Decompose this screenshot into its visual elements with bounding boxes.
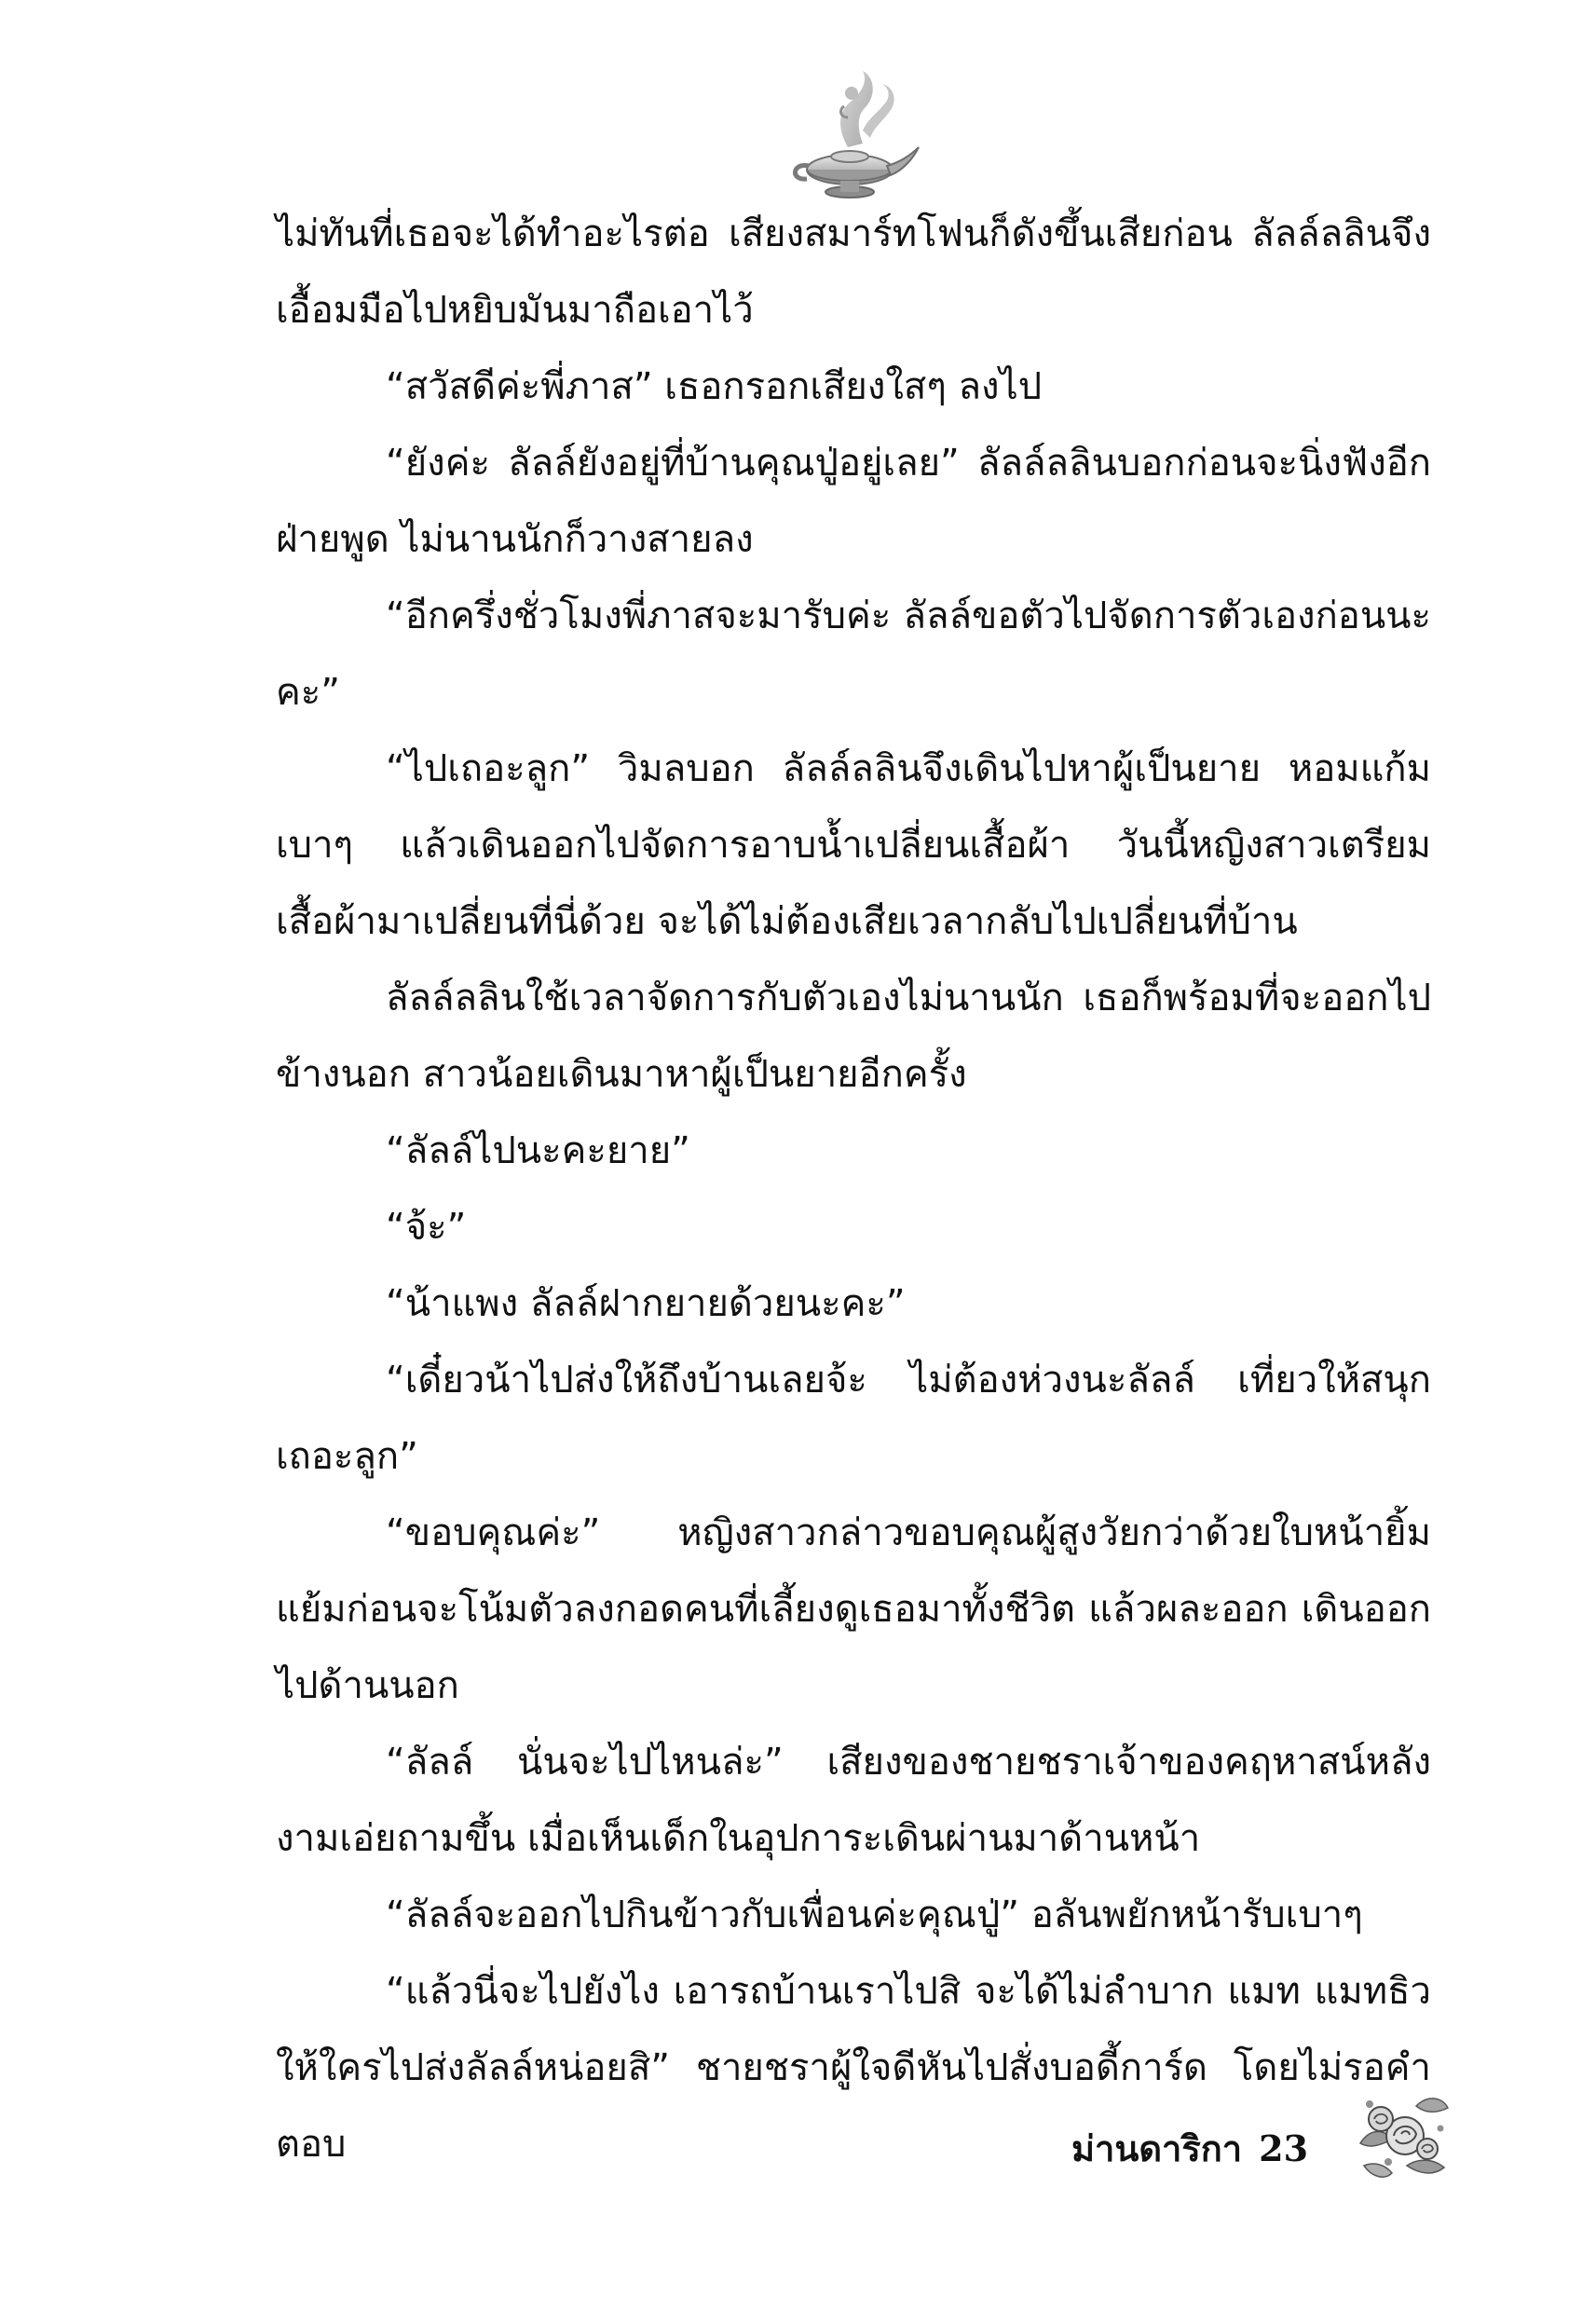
paragraph: “จ้ะ” xyxy=(386,1206,467,1249)
page-number: 23 xyxy=(1259,2126,1309,2169)
page-footer xyxy=(1071,2115,1308,2181)
genie-lamp-icon xyxy=(783,65,922,205)
paragraph: “ลัลล์จะออกไปกินข้าวกับเพื่อนค่ะคุณปู่” อลันพยักหน้ารับเบาๆ xyxy=(386,1894,1363,1936)
paragraph: “สวัสดีค่ะพี่ภาส” เธอกรอกเสียงใสๆ ลงไป xyxy=(386,365,1043,408)
paragraph: “น้าแพง ลัลล์ฝากยายด้วยนะคะ” xyxy=(386,1282,906,1325)
paragraph: “ยังค่ะ ลัลล์ยังอยู่ที่บ้านคุณปู่อยู่เลย” ลัลล์ลลินบอกก่อนจะนิ่งฟังอีกฝ่ายพูด ไม่นานนักก็วางสายลง xyxy=(276,442,1431,561)
paragraph: “ลัลล์ไปนะคะยาย” xyxy=(386,1129,690,1172)
paragraph: ไม่ทันที่เธอจะได้ทำอะไรต่อ เสียงสมาร์ทโฟนก็ดังขึ้นเสียก่อน ลัลล์ลลินจึงเอื้อมมือไปหยิบมันมาถือเอาไว้ xyxy=(276,212,1431,332)
paragraph: “เดี๋ยวน้าไปส่งให้ถึงบ้านเลยจ้ะ ไม่ต้องห่วงนะลัลล์ เที่ยวให้สนุกเถอะลูก” xyxy=(276,1359,1431,1478)
book-title: ม่านดาริกา xyxy=(1071,2126,1243,2169)
rose-bouquet-icon xyxy=(1351,2087,1453,2190)
story-text xyxy=(276,196,1431,2182)
paragraph: “ไปเถอะลูก” วิมลบอก ลัลล์ลลินจึงเดินไปหาผู้เป็นยาย หอมแก้มเบาๆ แล้วเดินออกไปจัดการอาบน้ำเปลี่ยนเสื้อผ้า วันนี้หญิงสาวเตรียมเสื้อผ้ามาเปลี่ยนที่นี่ด้วย จะได้ไม่ต้องเสียเวลากลับไปเปลี่ยนที่บ้าน xyxy=(276,747,1431,943)
paragraph: “ลัลล์ นั่นจะไปไหนล่ะ” เสียงของชายชราเจ้าของคฤหาสน์หลังงามเอ่ยถามขึ้น เมื่อเห็นเด็กในอุปการะเดินผ่านมาด้านหน้า xyxy=(276,1741,1431,1860)
paragraph: “ขอบคุณค่ะ” หญิงสาวกล่าวขอบคุณผู้สูงวัยกว่าด้วยใบหน้ายิ้มแย้มก่อนจะโน้มตัวลงกอดคนที่เลี้ยงดูเธอมาทั้งชีวิต แล้วผละออก เดินออกไปด้านนอก xyxy=(276,1511,1431,1707)
paragraph: “แล้วนี่จะไปยังไง เอารถบ้านเราไปสิ จะได้ไม่ลำบาก แมท แมทธิวให้ใครไปส่งลัลล์หน่อยสิ” ชายชราผู้ใจดีหันไปสั่งบอดี้การ์ด โดยไม่รอคำตอบ xyxy=(276,1970,1431,2166)
paragraph: ลัลล์ลลินใช้เวลาจัดการกับตัวเองไม่นานนัก เธอก็พร้อมที่จะออกไปข้างนอก สาวน้อยเดินมาหาผู้เป็นยายอีกครั้ง xyxy=(276,977,1431,1096)
paragraph: “อีกครึ่งชั่วโมงพี่ภาสจะมารับค่ะ ลัลล์ขอตัวไปจัดการตัวเองก่อนนะคะ” xyxy=(276,595,1431,714)
